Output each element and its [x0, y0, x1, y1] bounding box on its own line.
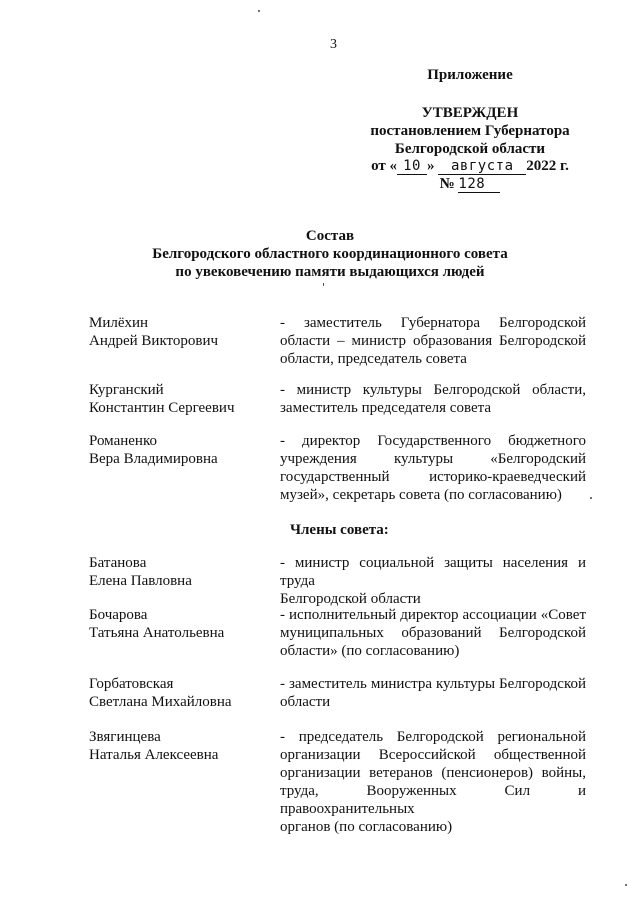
position-line: - заместитель Губернатора Белгородской	[280, 315, 586, 331]
member-surname: Звягинцева	[89, 729, 161, 745]
member-surname: Романенко	[89, 433, 157, 449]
position-line: - исполнительный директор ассоциации «Совет	[280, 607, 586, 623]
member-given-names: Вера Владимировна	[89, 451, 218, 467]
member-given-names: Елена Павловна	[89, 573, 192, 589]
scan-speck	[258, 10, 260, 12]
position-line: области» (по согласованию)	[280, 643, 460, 659]
member-name	[89, 675, 269, 711]
member-name	[89, 554, 269, 590]
resolution-line-1: постановлением Губернатора	[370, 123, 570, 139]
position-line: - председатель Белгородской региональной	[280, 729, 586, 745]
member-given-names: Татьяна Анатольевна	[89, 625, 225, 641]
member-position	[280, 432, 586, 504]
member-name	[89, 728, 269, 764]
member-given-names: Андрей Викторович	[89, 333, 219, 349]
member-position	[280, 606, 586, 660]
date-year: 2022 г.	[526, 158, 569, 174]
position-line: музей», секретарь совета (по согласованию)	[280, 487, 562, 503]
date-mid: »	[427, 158, 435, 174]
member-given-names: Константин Сергеевич	[89, 400, 235, 416]
member-name	[89, 381, 269, 417]
approved-label: УТВЕРЖДЕН	[421, 105, 519, 121]
position-line: учреждения культуры «Белгородский	[280, 451, 586, 467]
member-surname: Милёхин	[89, 315, 149, 331]
position-line: области	[280, 694, 331, 710]
number-value: 128	[458, 177, 500, 193]
title-line-1: Состав	[305, 228, 355, 244]
member-surname: Курганский	[89, 382, 164, 398]
position-line: Белгородской области	[280, 591, 421, 607]
scan-speck	[625, 884, 627, 886]
member-surname: Бочарова	[89, 607, 148, 623]
member-position	[280, 554, 586, 608]
member-given-names: Светлана Михайловна	[89, 694, 232, 710]
position-line: - министр культуры Белгородской области,	[280, 382, 586, 398]
number-prefix: №	[439, 176, 455, 192]
member-position	[280, 314, 586, 368]
date-month: августа	[438, 159, 526, 175]
members-heading: Члены совета:	[290, 522, 389, 538]
member-position	[280, 728, 586, 836]
member-position	[280, 675, 586, 711]
scan-speck	[323, 283, 324, 286]
position-line: - заместитель министра культуры Белгородской	[280, 676, 586, 692]
resolution-number	[355, 175, 585, 193]
member-given-names: Наталья Алексеевна	[89, 747, 219, 763]
title-line-2: Белгородского областного координационного совета	[152, 246, 508, 262]
title-line-3: по увековечению памяти выдающихся людей	[175, 264, 485, 280]
date-day: 10	[397, 159, 427, 175]
position-line: организации ветеранов (пенсионеров) войны,	[280, 765, 586, 781]
position-line: государственный историко-краеведческий	[280, 469, 586, 485]
position-line: органов (по согласованию)	[280, 819, 453, 835]
member-position	[280, 381, 586, 417]
position-line: заместитель председателя совета	[280, 400, 492, 416]
position-line: муниципальных образований Белгородской	[280, 625, 586, 641]
date-prefix: от «	[371, 158, 398, 174]
position-line: труда, Вооруженных Сил и правоохранительных	[280, 783, 586, 817]
member-surname: Батанова	[89, 555, 147, 571]
position-line: - министр социальной защиты населения и труда	[280, 555, 586, 589]
scan-speck	[590, 497, 592, 499]
page-number: 3	[330, 37, 337, 52]
member-surname: Горбатовская	[89, 676, 174, 692]
resolution-date	[355, 157, 585, 175]
resolution-line-2: Белгородской области	[394, 141, 546, 157]
member-name	[89, 606, 269, 642]
position-line: организации Всероссийской общественной	[280, 747, 586, 763]
position-line: области – министр образования Белгородской	[280, 333, 586, 349]
member-name	[89, 314, 269, 350]
position-line: - директор Государственного бюджетного	[280, 433, 586, 449]
position-line: области, председатель совета	[280, 351, 467, 367]
appendix-label: Приложение	[427, 67, 513, 83]
member-name	[89, 432, 269, 468]
